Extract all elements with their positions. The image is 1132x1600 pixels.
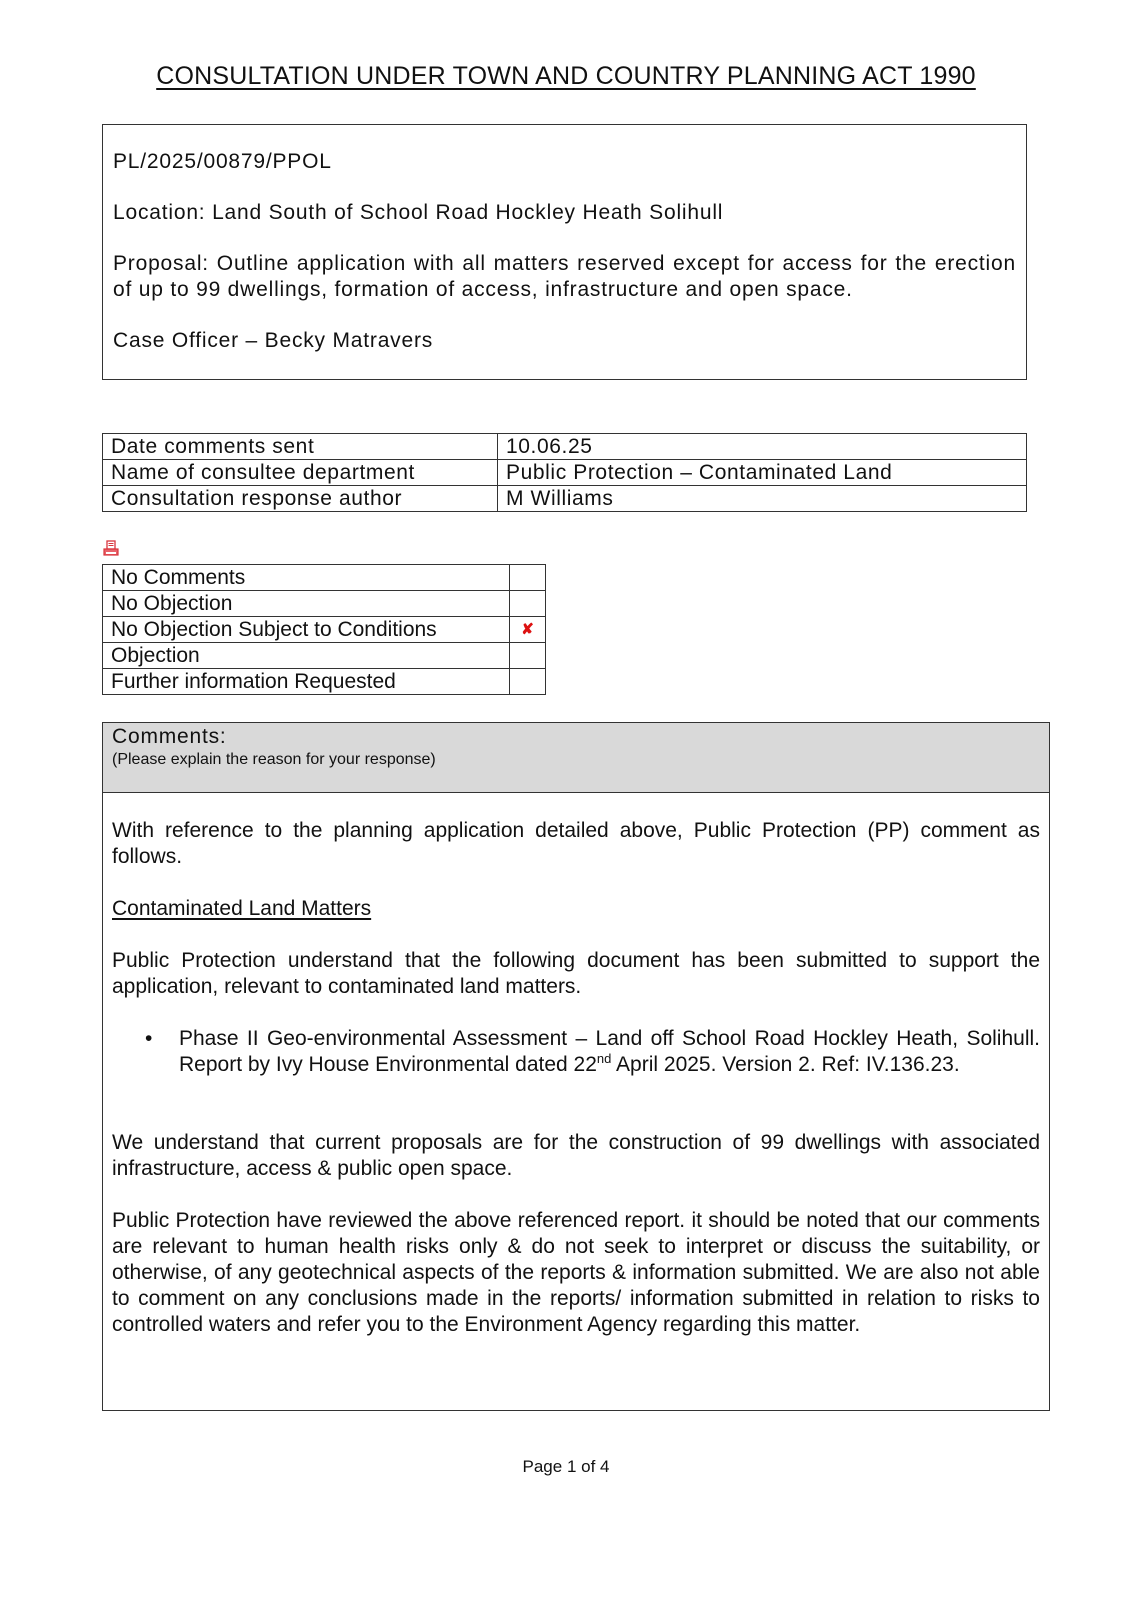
comments-subheading: (Please explain the reason for your response) bbox=[112, 751, 436, 768]
comments-section bbox=[102, 722, 1050, 1411]
info-value: Public Protection – Contaminated Land bbox=[498, 460, 1027, 486]
response-option-checkbox-checked[interactable]: ✘ bbox=[510, 617, 546, 643]
list-item: • Phase II Geo-environmental Assessment – Land off School Road Hockley Heath, Solihull. Report by Ivy House Environmental dated 22nd April 2025. Version 2. Ref: IV.136.23. bbox=[179, 1026, 1040, 1078]
response-option-checkbox[interactable] bbox=[510, 591, 546, 617]
comments-body bbox=[103, 793, 1049, 1338]
table-row bbox=[103, 486, 1027, 512]
comments-paragraph: We understand that current proposals are for the construction of 99 dwellings with associated infrastructure, access & public open space. bbox=[112, 1131, 1040, 1180]
table-row bbox=[103, 669, 546, 695]
application-location: Location: Land South of School Road Hockley Heath Solihull bbox=[113, 201, 724, 224]
response-option-label: No Objection Subject to Conditions bbox=[103, 617, 510, 643]
consultation-info-table bbox=[102, 433, 1027, 512]
info-label: Consultation response author bbox=[103, 486, 498, 512]
info-label: Name of consultee department bbox=[103, 460, 498, 486]
response-options-table bbox=[102, 564, 546, 695]
case-officer: Case Officer – Becky Matravers bbox=[113, 329, 434, 352]
comments-paragraph: Public Protection understand that the following document has been submitted to support the application, relevant to contaminated land matters. bbox=[112, 949, 1040, 998]
info-value: M Williams bbox=[498, 486, 1027, 512]
response-option-checkbox[interactable] bbox=[510, 669, 546, 695]
application-proposal: Proposal: Outline application with all matters reserved except for access for the erection of up to 99 dwellings, formation of access, infrastructure and open space. bbox=[113, 252, 1016, 301]
table-row bbox=[103, 591, 546, 617]
table-row bbox=[103, 460, 1027, 486]
comments-intro: With reference to the planning application detailed above, Public Protection (PP) comment as follows. bbox=[112, 819, 1040, 868]
printer-icon[interactable] bbox=[103, 540, 119, 558]
response-option-label: Further information Requested bbox=[103, 669, 510, 695]
info-label: Date comments sent bbox=[103, 434, 498, 460]
response-option-label: No Objection bbox=[103, 591, 510, 617]
application-reference: PL/2025/00879/PPOL bbox=[113, 150, 332, 173]
comments-header bbox=[103, 723, 1049, 793]
info-value: 10.06.25 bbox=[498, 434, 1027, 460]
response-option-label: Objection bbox=[103, 643, 510, 669]
response-option-label: No Comments bbox=[103, 565, 510, 591]
response-option-checkbox[interactable] bbox=[510, 643, 546, 669]
table-row bbox=[103, 617, 546, 643]
table-row bbox=[103, 643, 546, 669]
document-list bbox=[112, 1026, 1040, 1078]
table-row bbox=[103, 565, 546, 591]
application-details-box bbox=[102, 124, 1027, 380]
response-option-checkbox[interactable] bbox=[510, 565, 546, 591]
table-row bbox=[103, 434, 1027, 460]
section-title: Contaminated Land Matters bbox=[112, 897, 372, 920]
comments-paragraph: Public Protection have reviewed the above referenced report. it should be noted that our comments are relevant to human health risks only & do not seek to interpret or discuss the suitability, or otherwise, of any geotechnical aspects of the reports & information submitted. We are also not able to comment on any conclusions made in the reports/ information submitted in relation to risks to controlled waters and refer you to the Environment Agency regarding this matter. bbox=[112, 1209, 1040, 1336]
page-number: Page 1 of 4 bbox=[522, 1457, 610, 1476]
comments-heading: Comments: bbox=[112, 725, 227, 748]
document-title: CONSULTATION UNDER TOWN AND COUNTRY PLANNING ACT 1990 bbox=[156, 62, 976, 90]
